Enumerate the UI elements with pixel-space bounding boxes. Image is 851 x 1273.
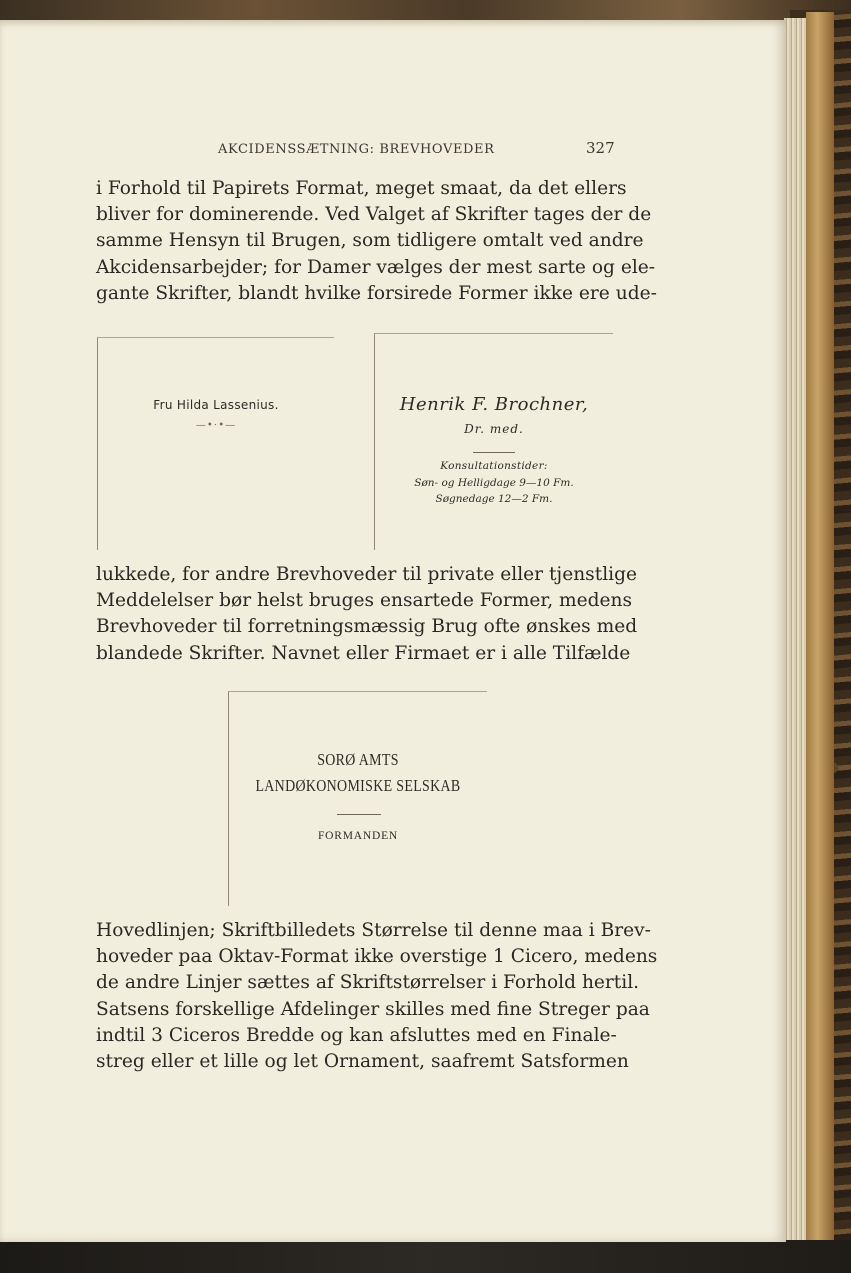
text-line: blandede Skrifter. Navnet eller Firmaet er i alle Tilfælde [96,642,631,664]
page-number: 327 [586,139,615,157]
text-line: streg eller et lille og let Ornament, saafremt Satsformen [96,1051,629,1073]
consult-label: Konsultationstider: [440,460,548,472]
specimen-henrik-brochner [374,333,613,550]
text-line: Meddelelser bør helst bruges ensartede Former, medens [96,590,633,612]
specimen-name: Fru Hilda Lassenius. [153,398,279,412]
cover-spine-strip [806,12,834,1247]
divider-rule [337,814,381,815]
text-line: hoveder paa Oktav-Format ikke overstige 1 Cicero, medens [96,946,658,968]
divider-rule [473,452,515,453]
paragraph-2 [96,562,638,667]
text-line: Akcidensarbejder; for Damer vælges der mest sarte og ele- [96,256,656,278]
text-line: lukkede, for andre Brevhoveder til private eller tjenstlige [96,564,637,585]
consult-hours: Søgnedage 12—2 Fm. [435,493,553,505]
specimen-name: Henrik F. Brochner, [399,394,589,415]
book-bottom-edge [0,1240,851,1273]
paragraph-1 [96,176,657,307]
text-line: samme Hensyn til Brugen, som tidligere omtalt ved andre [96,230,644,252]
paragraph-3 [96,918,658,1075]
text-line: Brevhoveder til forretningsmæssig Brug ofte ønskes med [96,616,638,638]
specimen-subtitle: FORMANDEN [317,830,399,842]
specimen-fru-hilda [97,337,334,550]
text-line: i Forhold til Papirets Format, meget smaat, da det ellers [96,178,627,199]
ornament-rule: —•⋅•— [195,420,237,431]
specimen-heading: SORØ AMTS [317,750,399,769]
specimen-heading: LANDØKONOMISKE SELSKAB [255,776,461,795]
page-stack-edge [784,18,806,1250]
text-line: de andre Linjer sættes af Skriftstørrelser i Forhold hertil. [96,972,640,994]
consult-hours: Søn- og Helligdage 9—10 Fm. [414,477,574,489]
specimen-soro-amts [228,691,487,906]
text-line: indtil 3 Ciceros Bredde og kan afsluttes med en Finale- [96,1024,617,1046]
text-line: gante Skrifter, blandt hvilke forsirede Former ikke ere ude- [96,282,657,304]
text-line: bliver for dominerende. Ved Valget af Skrifter tages der de [96,204,652,226]
text-line: Satsens forskellige Afdelinger skilles med fine Streger paa [96,998,650,1020]
running-head: AKCIDENSSÆTNING: BREVHOVEDER [218,142,495,157]
text-line: Hovedlinjen; Skriftbilledets Størrelse til denne maa i Brev- [96,920,651,941]
specimen-title: Dr. med. [464,422,524,436]
